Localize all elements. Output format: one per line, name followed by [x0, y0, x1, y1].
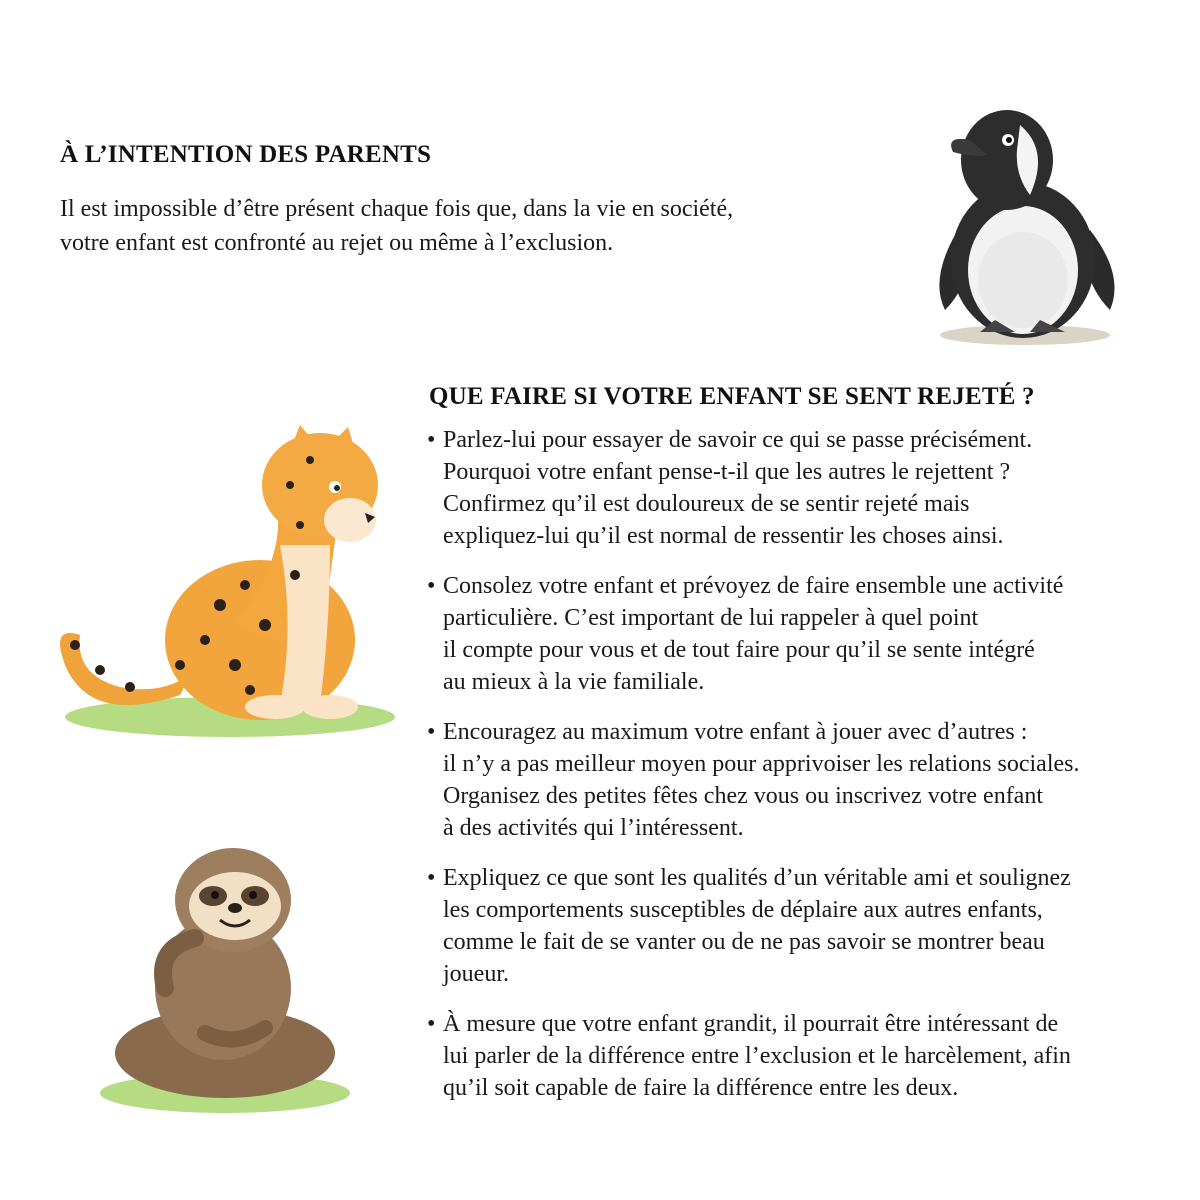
advice-item	[427, 716, 1187, 844]
intro-line: Il est impossible d’être présent chaque fois que, dans la vie en société,	[60, 196, 734, 222]
advice-line: Expliquez ce que sont les qualités d’un véritable ami et soulignez	[443, 865, 1071, 891]
advice-line: Encouragez au maximum votre enfant à jouer avec d’autres :	[443, 719, 1028, 745]
advice-line: il compte pour vous et de tout faire pour qu’il se sente intégré	[443, 637, 1035, 663]
section-heading-parents: À L’INTENTION DES PARENTS	[60, 141, 432, 168]
bullet: •	[427, 1011, 436, 1037]
advice-item	[427, 570, 1187, 698]
advice-line: à des activités qui l’intéressent.	[443, 815, 744, 841]
advice-line: Organisez des petites fêtes chez vous ou inscrivez votre enfant	[443, 783, 1043, 809]
penguin-illustration	[925, 80, 1145, 350]
bullet: •	[427, 573, 436, 599]
advice-line: Confirmez qu’il est douloureux de se sentir rejeté mais	[443, 491, 970, 517]
intro-line: votre enfant est confronté au rejet ou même à l’exclusion.	[60, 230, 614, 256]
advice-line: comme le fait de se vanter ou de ne pas savoir se montrer beau	[443, 929, 1045, 955]
advice-line: particulière. C’est important de lui rappeler à quel point	[443, 605, 979, 631]
advice-line: les comportements susceptibles de déplaire aux autres enfants,	[443, 897, 1043, 923]
advice-line: qu’il soit capable de faire la différence entre les deux.	[443, 1075, 959, 1101]
intro-paragraph	[60, 192, 880, 260]
advice-item	[427, 862, 1187, 990]
advice-line: il n’y a pas meilleur moyen pour apprivoiser les relations sociales.	[443, 751, 1080, 777]
advice-line: Consolez votre enfant et prévoyez de faire ensemble une activité	[443, 573, 1064, 599]
advice-item	[427, 424, 1187, 552]
bullet: •	[427, 865, 436, 891]
bullet: •	[427, 427, 436, 453]
bullet: •	[427, 719, 436, 745]
advice-line: au mieux à la vie familiale.	[443, 669, 705, 695]
advice-item	[427, 1008, 1187, 1104]
advice-line: Pourquoi votre enfant pense-t-il que les autres le rejettent ?	[443, 459, 1011, 485]
section-heading-advice: QUE FAIRE SI VOTRE ENFANT SE SENT REJETÉ ?	[429, 383, 1035, 410]
advice-line: À mesure que votre enfant grandit, il pourrait être intéressant de	[443, 1011, 1059, 1037]
advice-line: expliquez-lui qu’il est normal de ressentir les choses ainsi.	[443, 523, 1004, 549]
advice-line: lui parler de la différence entre l’exclusion et le harcèlement, afin	[443, 1043, 1071, 1069]
advice-list	[427, 424, 1187, 1122]
advice-line: Parlez-lui pour essayer de savoir ce qui se passe précisément.	[443, 427, 1033, 453]
advice-line: joueur.	[443, 961, 509, 987]
leopard-illustration	[30, 425, 400, 745]
sloth-illustration	[95, 838, 360, 1113]
